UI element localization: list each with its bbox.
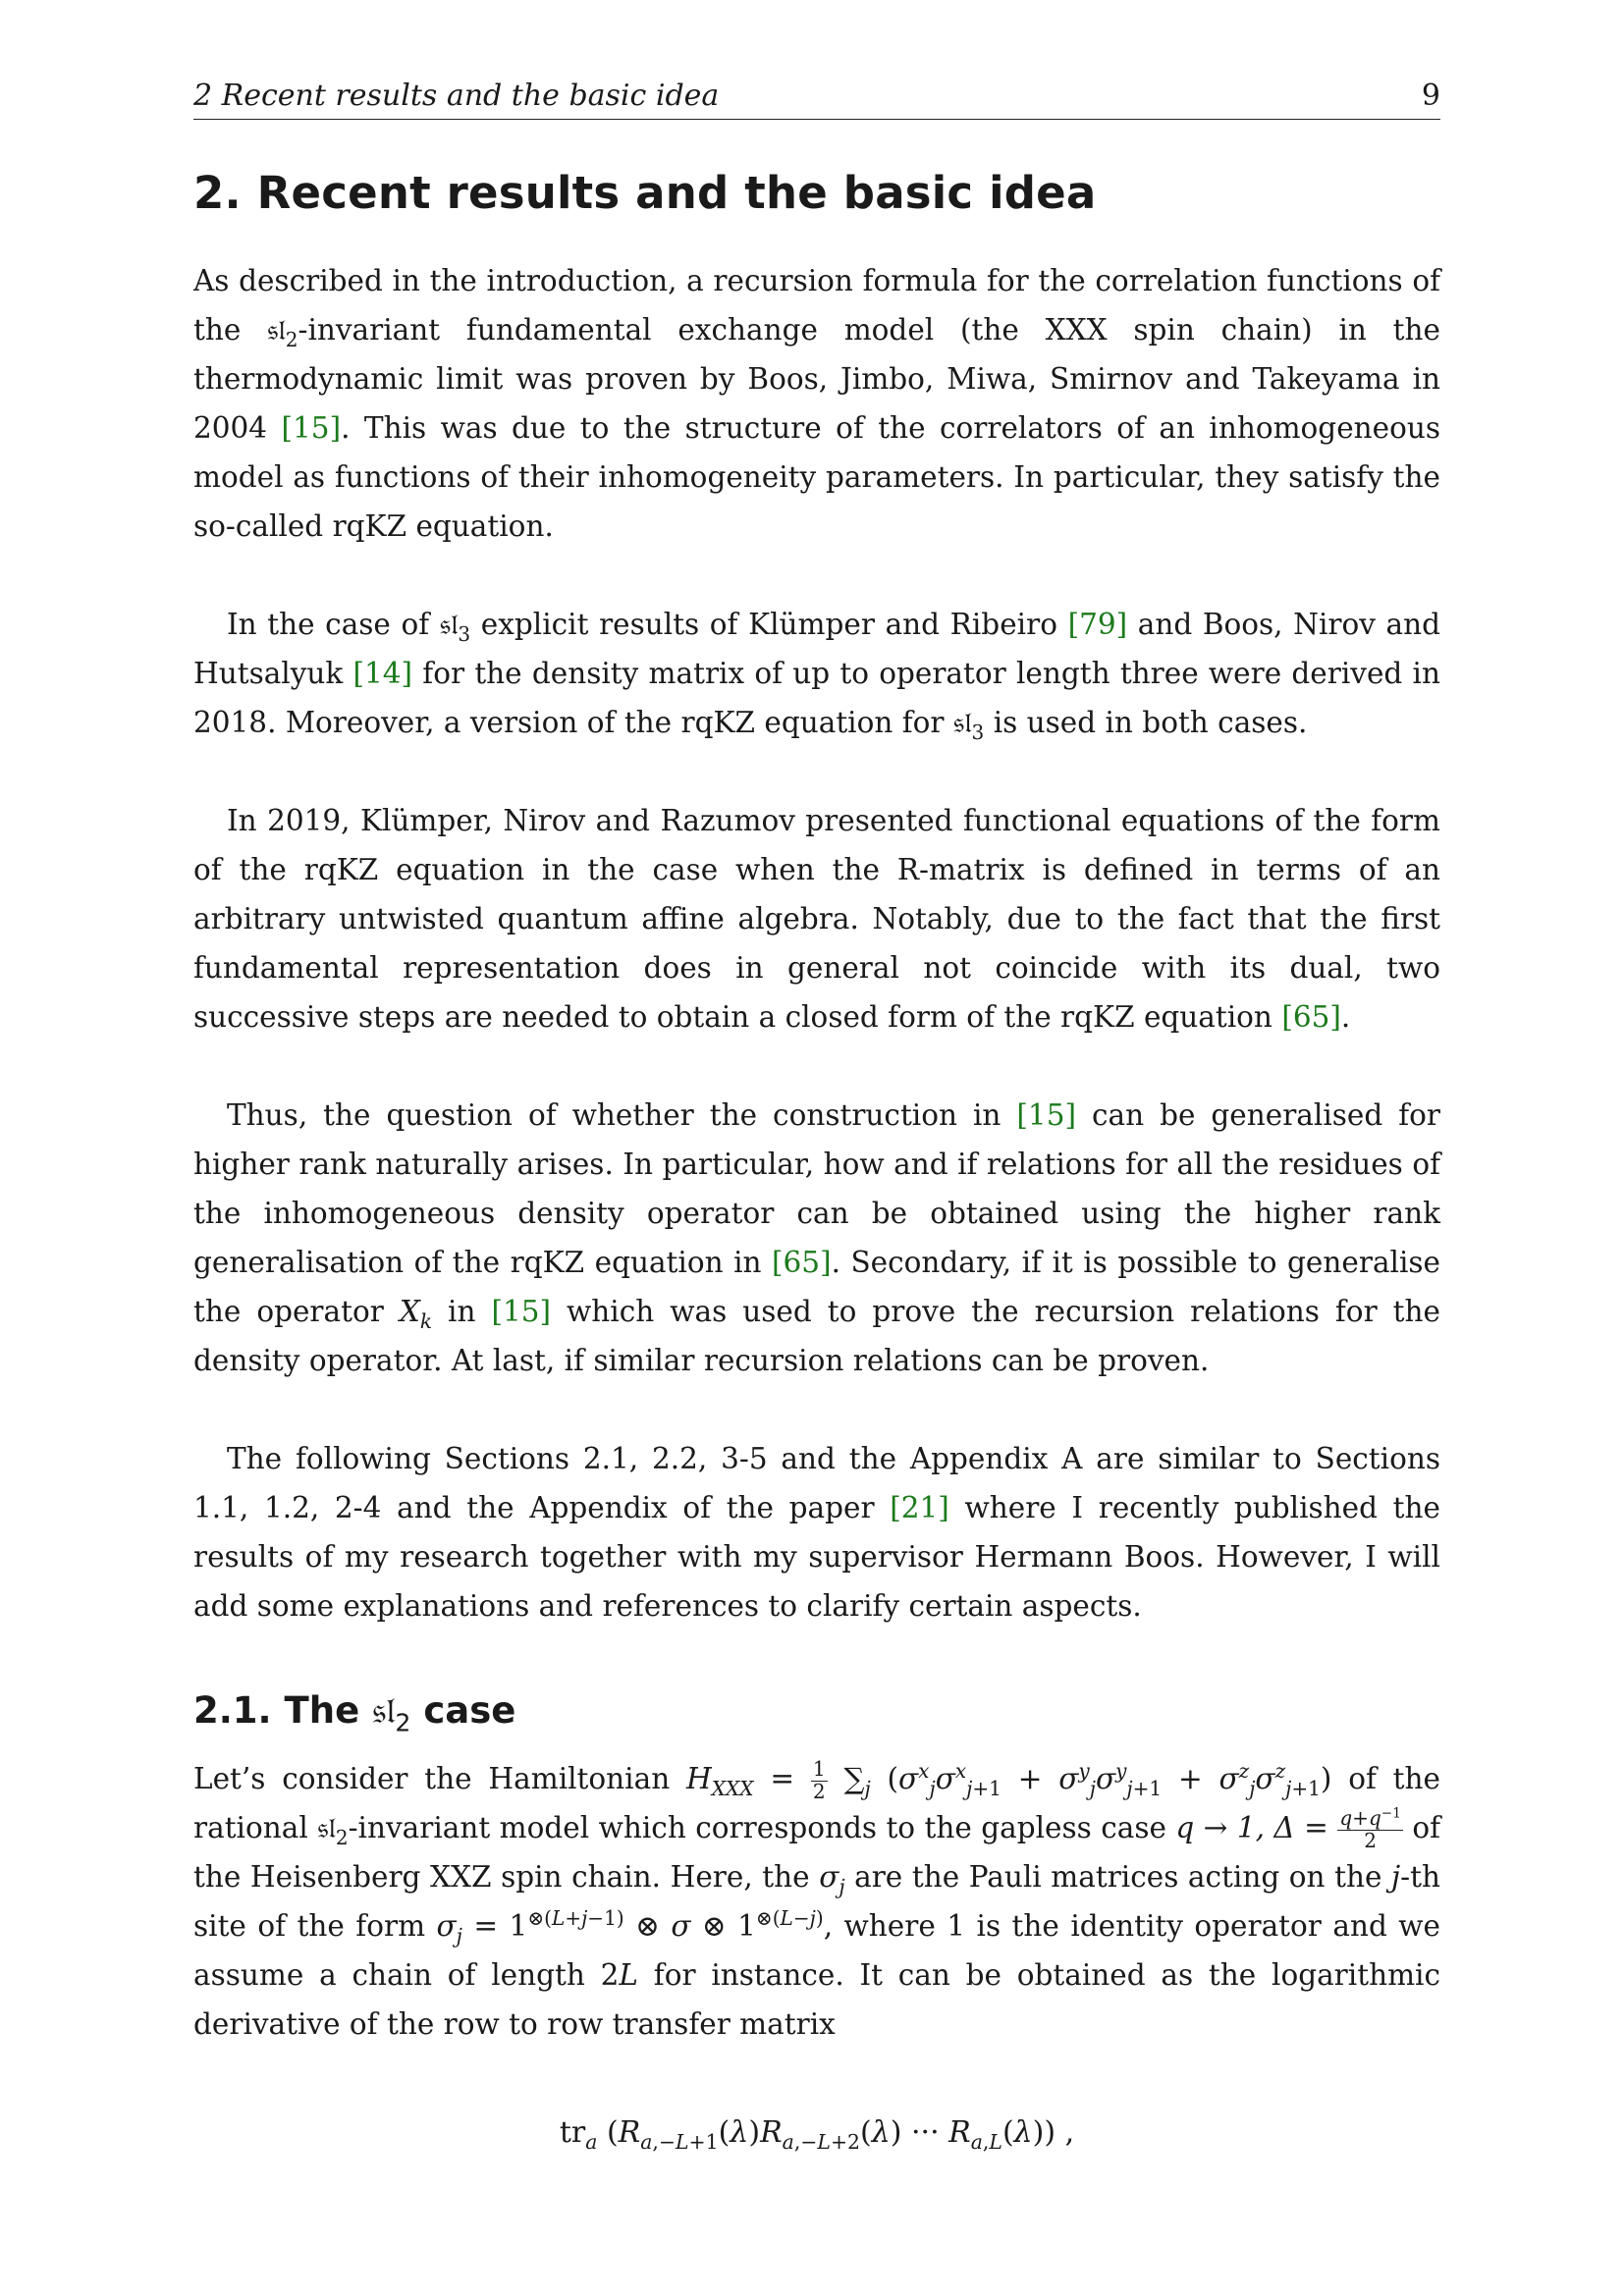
citation-link[interactable]: [15] (1016, 1098, 1076, 1132)
running-section-title: 2 Recent results and the basic idea (193, 79, 720, 113)
citation-link[interactable]: [79] (1067, 608, 1128, 641)
paragraph-1: As described in the introduction, a recursion formula for the correlation functions of the 𝔰𝔩$_2$-invariant fundamental exchange model (the XXX spin chain) in the thermodynamic limit was proven by Boos, Jimbo, Miwa, Smirnov and Takeyama in 2004 [15]. This was due to the structure of the correlators of an inhomogeneous model as functions of their inhomogeneity parameters. In particular, they satisfy the so-called rqKZ equation. (193, 264, 1441, 543)
citation-link[interactable]: [21] (890, 1491, 949, 1524)
citation-link[interactable]: [65] (772, 1246, 832, 1279)
citation-link[interactable]: [65] (1281, 1000, 1341, 1034)
paragraph-5: The following Sections 2.1, 2.2, 3-5 and the Appendix A are similar to Sections 1.1, 1.2, 2-4 and the Appendix of the paper [21] where I recently published the results of my research together with my supervisor Hermann Boos. However, I will add some explanations and references to clarify certain aspects. (193, 1442, 1440, 1623)
page-number: 9 (1421, 79, 1440, 113)
paragraph-3: In 2019, Klümper, Nirov and Razumov presented functional equations of the form of the rqKZ equation in the case when the R-matrix is defined in terms of an arbitrary untwisted quantum affine algebra. Notably, due to the fact that the first fundamental representation does in general not coincide with its dual, two successive steps are needed to obtain a closed form of the rqKZ equation [65]. (193, 804, 1440, 1034)
section-heading: 2.1. The 𝔰𝔩$_2$ case (193, 1689, 516, 1737)
page (193, 79, 1441, 2154)
paragraph-6: Let’s consider the Hamiltonian $H_{XXX}$ = $\frac{1}{2}$ $\sum_j$ $(\sigma^x_j\sigma^x_{j+1} + \sigma^y_j\sigma^y_{j+1} + \sigma^z_j\sigma^z_{j+1})$ of the rational 𝔰𝔩$_2$-invariant model which corresponds to the gapless case q → 1, Δ = $\frac{q+q^{-1}}{2}$ of the Heisenberg XXZ spin chain. Here, the $\sigma_j$ are the Pauli matrices acting on the j-th site of the form $\sigma_j = 1^{\otimes(L+j-1)}$ ⊗ σ ⊗ $1^{\otimes(L-j)}$, where 1 is the identity operator and we assume a chain of length 2L for instance. It can be obtained as the logarithmic derivative of the row to row transfer matrix (193, 1757, 1441, 2041)
chapter-title: 2. Recent results and the basic idea (193, 167, 1097, 219)
paragraph-2: In the case of 𝔰𝔩$_3$ explicit results of Klümper and Ribeiro [79] and Boos, Nirov and Hutsalyuk [14] for the density matrix of up to operator length three were derived in 2018. Moreover, a version of the rqKZ equation for 𝔰𝔩$_3$ is used in both cases. (193, 608, 1440, 744)
running-header (193, 79, 1440, 120)
citation-link[interactable]: [14] (352, 657, 413, 690)
paragraph-4: Thus, the question of whether the construction in [15] can be generalised for higher rank naturally arises. In particular, how and if relations for all the residues of the inhomogeneous density operator can be obtained using the higher rank generalisation of the rqKZ equation in [65]. Secondary, if it is possible to generalise the operator $X_k$ in [15] which was used to prove the recursion relations for the density operator. At last, if similar recursion relations can be proven. (193, 1098, 1440, 1377)
display-equation: $tr_a$ ($R_{a,-L+1}(\lambda)R_{a,-L+2}(\lambda)$ ··· $R_{a,L}(\lambda)$) , (559, 2115, 1075, 2154)
citation-link[interactable]: [15] (281, 411, 342, 445)
citation-link[interactable]: [15] (491, 1295, 552, 1328)
